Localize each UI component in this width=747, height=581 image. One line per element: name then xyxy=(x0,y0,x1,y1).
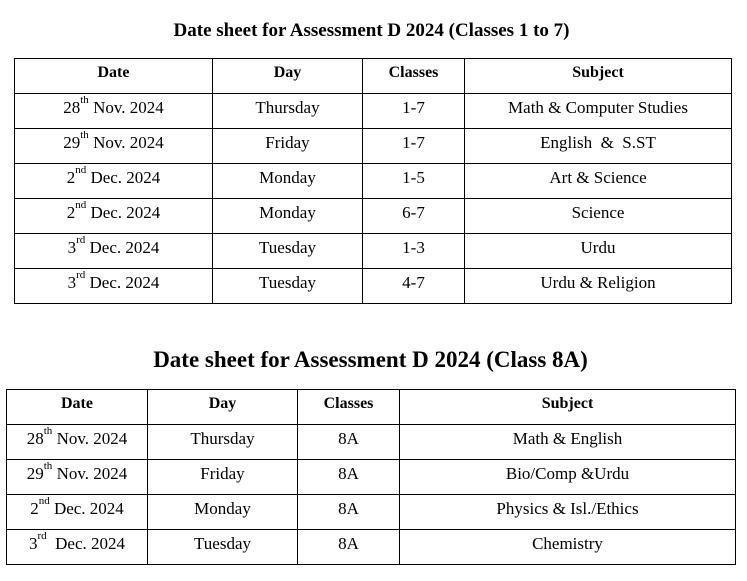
day-cell: Tuesday xyxy=(213,234,363,269)
header-subject: Subject xyxy=(465,59,732,94)
date-cell: 29th Nov. 2024 xyxy=(7,460,148,495)
date-cell: 2nd Dec. 2024 xyxy=(7,495,148,530)
page-title-class-8a: Date sheet for Assessment D 2024 (Class 8A) xyxy=(153,347,588,372)
header-subject: Subject xyxy=(400,390,736,425)
classes-cell: 8A xyxy=(298,460,400,495)
classes-cell: 1-7 xyxy=(363,94,465,129)
subject-cell: Physics & Isl./Ethics xyxy=(400,495,736,530)
table-row xyxy=(7,495,736,530)
day-cell: Thursday xyxy=(148,425,298,460)
date-cell: 28th Nov. 2024 xyxy=(15,94,213,129)
subject-cell: Chemistry xyxy=(400,530,736,565)
day-cell: Tuesday xyxy=(148,530,298,565)
day-cell: Monday xyxy=(213,164,363,199)
date-cell: 28th Nov. 2024 xyxy=(7,425,148,460)
classes-cell: 8A xyxy=(298,425,400,460)
datesheet-table-class-8a xyxy=(6,389,736,565)
table-row xyxy=(15,94,732,129)
classes-cell: 8A xyxy=(298,495,400,530)
header-classes: Classes xyxy=(298,390,400,425)
date-cell: 3rd Dec. 2024 xyxy=(7,530,148,565)
header-classes: Classes xyxy=(363,59,465,94)
table-row xyxy=(15,269,732,304)
day-cell: Friday xyxy=(213,129,363,164)
table-row xyxy=(7,530,736,565)
subject-cell: English & S.ST xyxy=(465,129,732,164)
day-cell: Monday xyxy=(148,495,298,530)
table-row xyxy=(15,129,732,164)
table-header-row xyxy=(7,390,736,425)
day-cell: Friday xyxy=(148,460,298,495)
header-date: Date xyxy=(15,59,213,94)
date-cell: 3rd Dec. 2024 xyxy=(15,234,213,269)
subject-cell: Math & English xyxy=(400,425,736,460)
subject-cell: Urdu xyxy=(465,234,732,269)
subject-cell: Math & Computer Studies xyxy=(465,94,732,129)
datesheet-table-classes-1-7 xyxy=(14,58,732,304)
table-row xyxy=(15,164,732,199)
date-cell: 2nd Dec. 2024 xyxy=(15,199,213,234)
classes-cell: 6-7 xyxy=(363,199,465,234)
date-cell: 2nd Dec. 2024 xyxy=(15,164,213,199)
table-row xyxy=(7,460,736,495)
subject-cell: Urdu & Religion xyxy=(465,269,732,304)
subject-cell: Science xyxy=(465,199,732,234)
page-title-classes-1-7: Date sheet for Assessment D 2024 (Classes 1 to 7) xyxy=(173,20,570,41)
date-cell: 3rd Dec. 2024 xyxy=(15,269,213,304)
date-cell: 29th Nov. 2024 xyxy=(15,129,213,164)
header-day: Day xyxy=(148,390,298,425)
subject-cell: Bio/Comp &Urdu xyxy=(400,460,736,495)
table-row xyxy=(7,425,736,460)
header-date: Date xyxy=(7,390,148,425)
day-cell: Tuesday xyxy=(213,269,363,304)
subject-cell: Art & Science xyxy=(465,164,732,199)
classes-cell: 1-7 xyxy=(363,129,465,164)
table-row xyxy=(15,234,732,269)
classes-cell: 1-5 xyxy=(363,164,465,199)
table-header-row xyxy=(15,59,732,94)
classes-cell: 1-3 xyxy=(363,234,465,269)
classes-cell: 4-7 xyxy=(363,269,465,304)
header-day: Day xyxy=(213,59,363,94)
classes-cell: 8A xyxy=(298,530,400,565)
table-row xyxy=(15,199,732,234)
day-cell: Thursday xyxy=(213,94,363,129)
day-cell: Monday xyxy=(213,199,363,234)
